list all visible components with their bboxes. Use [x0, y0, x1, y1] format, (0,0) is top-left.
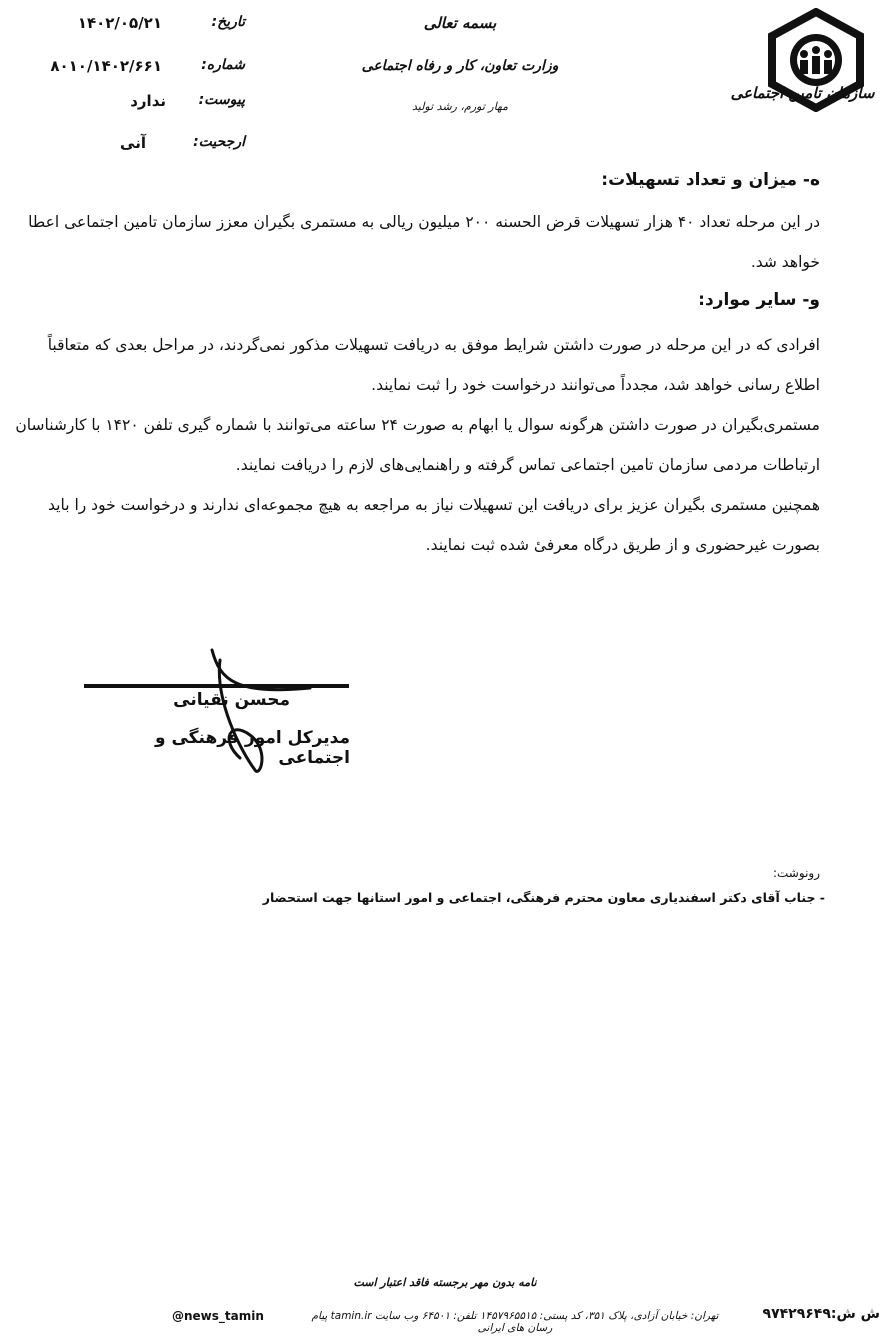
attachment-label: پیوست:: [198, 92, 245, 108]
basmala: بسمه تعالی: [423, 14, 497, 32]
attachment-value: ندارد: [130, 92, 166, 110]
footer-social-handle: @news_tamin: [172, 1309, 264, 1323]
signature-line: [84, 684, 349, 688]
section-h-title: ه- میزان و تعداد تسهیلات:: [601, 170, 820, 190]
letter-number-value: ۸۰۱۰/۱۴۰۲/۶۶۱: [50, 57, 162, 75]
letter-number-label: شماره:: [201, 57, 245, 73]
footer-validity-note: نامه بدون مهر برجسته فاقد اعتبار است: [353, 1276, 537, 1289]
organization-name: سازمان تامین اجتماعی: [730, 84, 875, 102]
paragraph-3: همچنین مستمری بگیران عزیز برای دریافت این تسهیلات نیاز به مراجعه به هیچ مجموعه‌ای ندارند و درخواست خود را باید بصورت غیرحضوری و از طریق درگاه معرفیٔ شده ثبت نمایند.: [48, 496, 820, 554]
paragraph-1: افرادی که در این مرحله در صورت داشتن شرایط موفق به دریافت تسهیلات مذکور نمی‌گردند، در مراحل بعدی که متعاقباً اطلاع رسانی خواهد شد، مجدداً می‌توانند درخواست خود را ثبت نمایند.: [47, 336, 820, 394]
footer-address: تهران: خیابان آزادی، پلاک ۳۵۱، کد پستی: ۱۴۵۷۹۶۵۵۱۵ تلفن: ۶۴۵۰۱ وب سایت tamin.ir پیام رسان های ایرانی: [311, 1310, 719, 1334]
ministry-name: وزارت تعاون، کار و رفاه اجتماعی: [361, 58, 559, 74]
cc-recipient: - جناب آقای دکتر اسفندیاری معاون محترم فرهنگی، اجتماعی و امور استانها جهت استحضار: [262, 890, 825, 905]
section-h-text: در این مرحله تعداد ۴۰ هزار تسهیلات قرض الحسنه ۲۰۰ میلیون ریالی به مستمری بگیران معزز سازمان تامین اجتماعی اعطا خواهد شد.: [28, 213, 820, 271]
priority-value: آنی: [120, 134, 146, 152]
paragraph-2: مستمری‌بگیران در صورت داشتن هرگونه سوال یا ابهام به صورت ۲۴ ساعته می‌توانند با شماره گیری تلفن ۱۴۲۰ با کارشناسان ارتباطات مردمی سازمان تامین اجتماعی تماس گرفته و راهنمایی‌های لازم را دریافت نمایند.: [15, 416, 820, 474]
section-v-title: و- سایر موارد:: [698, 290, 820, 310]
year-slogan: مهار تورم، رشد تولید: [411, 100, 509, 113]
cc-title: رونوشت:: [772, 866, 820, 880]
signatory-name: محسن نقیانی: [173, 690, 290, 710]
date-label: تاریخ:: [211, 14, 245, 30]
signatory-title: مدیرکل امور فرهنگی و اجتماعی: [154, 728, 350, 768]
priority-label: ارجحیت:: [193, 134, 245, 150]
footer-serial-number: ش ش:۹۷۴۲۹۶۴۹: [762, 1306, 880, 1322]
date-value: ۱۴۰۲/۰۵/۲۱: [77, 14, 162, 32]
